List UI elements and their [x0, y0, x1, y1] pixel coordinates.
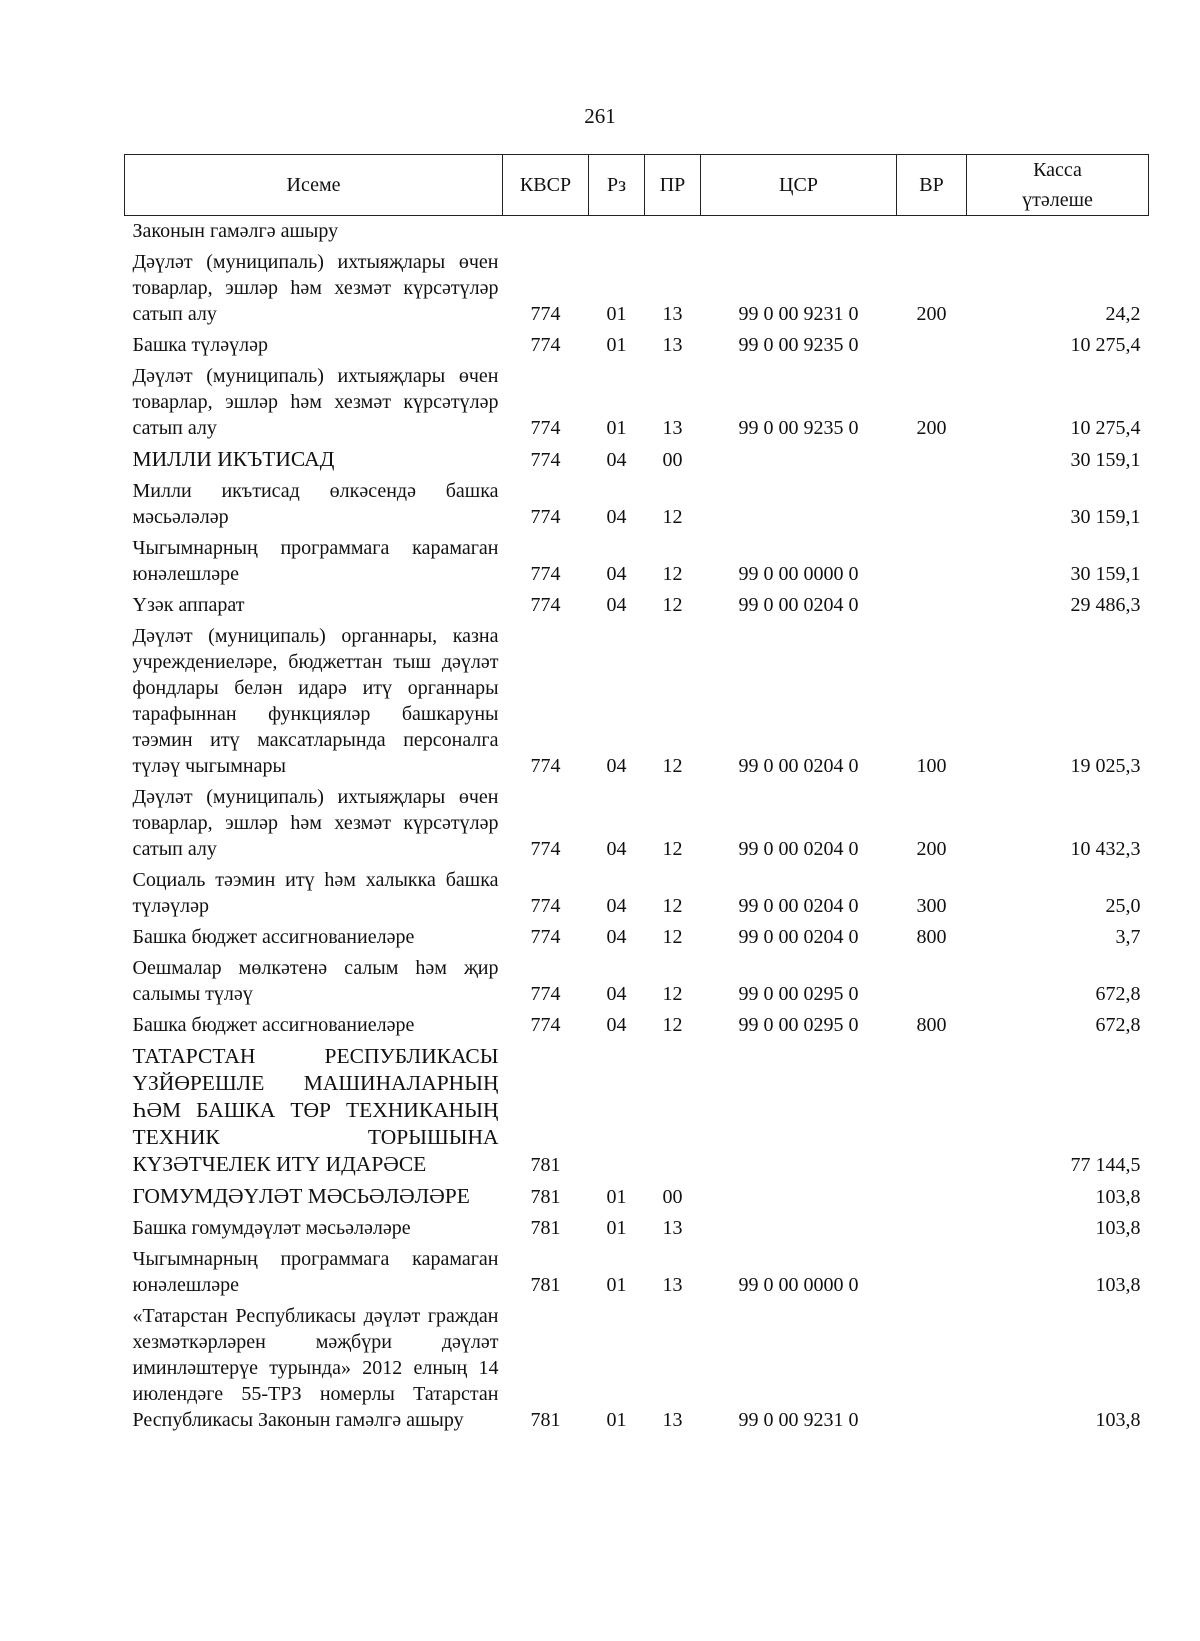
row-vr: 100	[916, 755, 947, 777]
row-rz: 04	[606, 1014, 627, 1036]
row-kvsr: 781	[530, 1217, 561, 1239]
row-csr: 99 0 00 0204 0	[738, 838, 859, 860]
row-pr: 13	[662, 303, 683, 325]
row-cash-execution: 30 159,1	[1070, 563, 1141, 585]
table-row	[125, 621, 1149, 782]
row-rz: 04	[606, 895, 627, 917]
row-name: Чыгымнарның программага карамаган юнәлешләре	[132, 1248, 499, 1296]
row-vr	[897, 590, 967, 621]
row-kvsr: 774	[530, 563, 561, 585]
row-name: Оешмалар мөлкәтенә салым һәм җир салымы түләү	[132, 957, 499, 1005]
row-csr	[701, 476, 897, 533]
row-name: ГОМУМДӘҮЛӘТ МӘСЬӘЛӘЛӘРЕ	[132, 1184, 470, 1208]
row-kvsr: 774	[530, 895, 561, 917]
row-pr	[645, 1041, 701, 1181]
row-name: Башка бюджет ассигнованиеләре	[132, 926, 415, 948]
row-vr	[897, 444, 967, 476]
row-cash-execution: 19 025,3	[1070, 755, 1141, 777]
row-name: ТАТАРСТАН РЕСПУБЛИКАСЫ ҮЗЙӨРЕШЛЕ МАШИНАЛАРНЫҢ ҺӘМ БАШКА ТӨР ТЕХНИКАНЫҢ ТЕХНИК ТОРЫШЫНА КҮЗӘТЧЕЛЕК ИТҮ ИДАРӘСЕ	[132, 1044, 499, 1176]
table-row	[125, 590, 1149, 621]
row-pr: 00	[662, 449, 683, 471]
header-cash-line1: Касса	[1033, 159, 1082, 181]
row-csr: 99 0 00 0000 0	[738, 1274, 859, 1296]
row-vr	[897, 1181, 967, 1213]
row-rz: 04	[606, 563, 627, 585]
row-csr	[701, 1213, 897, 1244]
row-kvsr: 774	[530, 594, 561, 616]
header-cash-line2: үтәлеше	[1022, 189, 1093, 211]
row-name: «Татарстан Республикасы дәүләт граждан хезмәткәрләрен мәҗбүри дәүләт иминләштерүе турында» 2012 елның 14 июлендәге 55-ТРЗ номерлы Татарстан Республикасы Законын гамәлгә ашыру	[132, 1305, 499, 1431]
table-row	[125, 1244, 1149, 1301]
row-cash-execution: 103,8	[1095, 1186, 1141, 1208]
row-kvsr: 781	[530, 1154, 561, 1176]
table-row	[125, 361, 1149, 444]
row-cash-execution: 30 159,1	[1070, 506, 1141, 528]
row-csr	[701, 216, 897, 248]
row-cash-execution: 103,8	[1095, 1274, 1141, 1296]
row-pr: 13	[662, 1409, 683, 1431]
table-row	[125, 1181, 1149, 1213]
row-kvsr: 774	[530, 983, 561, 1005]
row-kvsr: 781	[530, 1274, 561, 1296]
row-cash-execution: 10 432,3	[1070, 838, 1141, 860]
table-row	[125, 1301, 1149, 1436]
row-csr: 99 0 00 0000 0	[738, 563, 859, 585]
row-rz: 01	[606, 417, 627, 439]
row-rz: 01	[606, 1274, 627, 1296]
row-cash-execution: 25,0	[1105, 895, 1141, 917]
row-rz: 04	[606, 983, 627, 1005]
row-pr: 12	[662, 594, 683, 616]
row-kvsr: 774	[530, 334, 561, 356]
row-vr: 800	[916, 926, 947, 948]
row-kvsr: 774	[530, 303, 561, 325]
row-name: Дәүләт (муниципаль) органнары, казна учреждениеләре, бюджеттан тыш дәүләт фондлары белән идарә итү органнары тарафыннан функцияләр башкаруны тәэмин итү максатларында персоналга түләү чыгымнары	[132, 625, 499, 777]
row-name: Үзәк аппарат	[132, 594, 245, 616]
header-name: Исеме	[125, 155, 503, 216]
row-rz: 04	[606, 838, 627, 860]
row-rz: 04	[606, 755, 627, 777]
row-vr	[897, 1213, 967, 1244]
row-cash-execution: 24,2	[1105, 303, 1141, 325]
table-header	[125, 155, 1149, 216]
page-number: 261	[584, 104, 616, 128]
row-rz: 01	[606, 303, 627, 325]
table-row	[125, 922, 1149, 953]
header-csr: ЦСР	[701, 155, 897, 216]
row-name: Башка түләүләр	[132, 334, 269, 356]
row-csr: 99 0 00 0295 0	[738, 983, 859, 1005]
row-kvsr: 781	[530, 1186, 561, 1208]
row-vr	[897, 330, 967, 361]
header-row	[125, 155, 1149, 216]
row-vr: 200	[916, 417, 947, 439]
row-rz: 01	[606, 1217, 627, 1239]
row-csr	[701, 1181, 897, 1213]
header-cash-execution	[967, 155, 1149, 216]
header-vr: ВР	[897, 155, 967, 216]
table-row	[125, 782, 1149, 865]
row-csr: 99 0 00 9235 0	[738, 417, 859, 439]
row-kvsr: 774	[530, 417, 561, 439]
row-cash-execution	[967, 216, 1149, 248]
row-vr: 200	[916, 303, 947, 325]
header-pr: ПР	[645, 155, 701, 216]
row-rz: 04	[606, 594, 627, 616]
header-rz: Рз	[589, 155, 645, 216]
row-kvsr: 781	[530, 1409, 561, 1431]
row-kvsr: 774	[530, 449, 561, 471]
row-rz: 04	[606, 926, 627, 948]
row-csr	[701, 444, 897, 476]
row-vr: 300	[916, 895, 947, 917]
row-cash-execution: 10 275,4	[1070, 417, 1141, 439]
row-csr: 99 0 00 9235 0	[738, 334, 859, 356]
table-row	[125, 330, 1149, 361]
table-row	[125, 247, 1149, 330]
row-vr	[897, 533, 967, 590]
row-name: Социаль тәэмин итү һәм халыкка башка түләүләр	[132, 869, 499, 917]
row-cash-execution: 77 144,5	[1070, 1154, 1141, 1176]
row-name: Дәүләт (муниципаль) ихтыяҗлары өчен товарлар, эшләр һәм хезмәт күрсәтүләр сатып алу	[132, 786, 499, 860]
row-vr	[897, 1041, 967, 1181]
table-row	[125, 1010, 1149, 1041]
row-pr: 12	[662, 895, 683, 917]
row-cash-execution: 30 159,1	[1070, 449, 1141, 471]
row-kvsr: 774	[530, 838, 561, 860]
row-rz: 01	[606, 1186, 627, 1208]
row-cash-execution: 29 486,3	[1070, 594, 1141, 616]
row-kvsr: 774	[530, 755, 561, 777]
row-pr: 12	[662, 563, 683, 585]
row-csr: 99 0 00 9231 0	[738, 1409, 859, 1431]
row-pr: 13	[662, 1217, 683, 1239]
row-vr	[897, 476, 967, 533]
row-pr: 12	[662, 983, 683, 1005]
table-row	[125, 476, 1149, 533]
row-kvsr: 774	[530, 926, 561, 948]
row-cash-execution: 103,8	[1095, 1217, 1141, 1239]
row-rz: 04	[606, 449, 627, 471]
row-pr: 12	[662, 506, 683, 528]
row-vr	[897, 1244, 967, 1301]
row-csr: 99 0 00 0204 0	[738, 755, 859, 777]
table-row	[125, 444, 1149, 476]
row-pr: 12	[662, 838, 683, 860]
row-name: Милли икътисад өлкәсендә башка мәсьәләләр	[132, 480, 499, 528]
budget-execution-table	[124, 154, 1149, 1436]
table-row	[125, 865, 1149, 922]
table-row	[125, 533, 1149, 590]
table-row	[125, 953, 1149, 1010]
row-csr: 99 0 00 0295 0	[738, 1014, 859, 1036]
row-cash-execution: 103,8	[1095, 1409, 1141, 1431]
row-rz: 01	[606, 334, 627, 356]
table-body	[125, 216, 1149, 1437]
table-row	[125, 1041, 1149, 1181]
row-rz	[589, 1041, 645, 1181]
row-csr	[701, 1041, 897, 1181]
row-pr: 13	[662, 417, 683, 439]
row-csr: 99 0 00 0204 0	[738, 594, 859, 616]
row-pr: 12	[662, 1014, 683, 1036]
row-cash-execution: 3,7	[1115, 926, 1141, 948]
row-rz: 04	[606, 506, 627, 528]
row-vr	[897, 953, 967, 1010]
row-csr: 99 0 00 0204 0	[738, 926, 859, 948]
row-name: Башка бюджет ассигнованиеләре	[132, 1014, 415, 1036]
row-name: МИЛЛИ ИКЪТИСАД	[132, 447, 335, 471]
row-vr	[897, 1301, 967, 1436]
row-vr: 800	[916, 1014, 947, 1036]
row-name: Башка гомумдәүләт мәсьәләләре	[132, 1217, 411, 1239]
row-pr: 13	[662, 1274, 683, 1296]
row-cash-execution: 672,8	[1095, 983, 1141, 1005]
row-name: Чыгымнарның программага карамаган юнәлешләре	[132, 537, 499, 585]
header-kvsr: КВСР	[503, 155, 589, 216]
row-kvsr: 774	[530, 506, 561, 528]
row-name: Дәүләт (муниципаль) ихтыяҗлары өчен товарлар, эшләр һәм хезмәт күрсәтүләр сатып алу	[132, 365, 499, 439]
row-name: Дәүләт (муниципаль) ихтыяҗлары өчен товарлар, эшләр һәм хезмәт күрсәтүләр сатып алу	[132, 251, 499, 325]
table-row	[125, 1213, 1149, 1244]
row-pr: 12	[662, 926, 683, 948]
row-pr: 12	[662, 755, 683, 777]
row-vr: 200	[916, 838, 947, 860]
row-pr: 00	[662, 1186, 683, 1208]
row-pr: 13	[662, 334, 683, 356]
table-row	[125, 216, 1149, 248]
row-csr: 99 0 00 9231 0	[738, 303, 859, 325]
row-rz: 01	[606, 1409, 627, 1431]
row-csr: 99 0 00 0204 0	[738, 895, 859, 917]
row-name: Законын гамәлгә ашыру	[132, 220, 339, 242]
row-kvsr	[503, 216, 589, 248]
row-kvsr: 774	[530, 1014, 561, 1036]
row-pr	[645, 216, 701, 248]
row-rz	[589, 216, 645, 248]
row-vr	[897, 216, 967, 248]
row-cash-execution: 672,8	[1095, 1014, 1141, 1036]
row-cash-execution: 10 275,4	[1070, 334, 1141, 356]
